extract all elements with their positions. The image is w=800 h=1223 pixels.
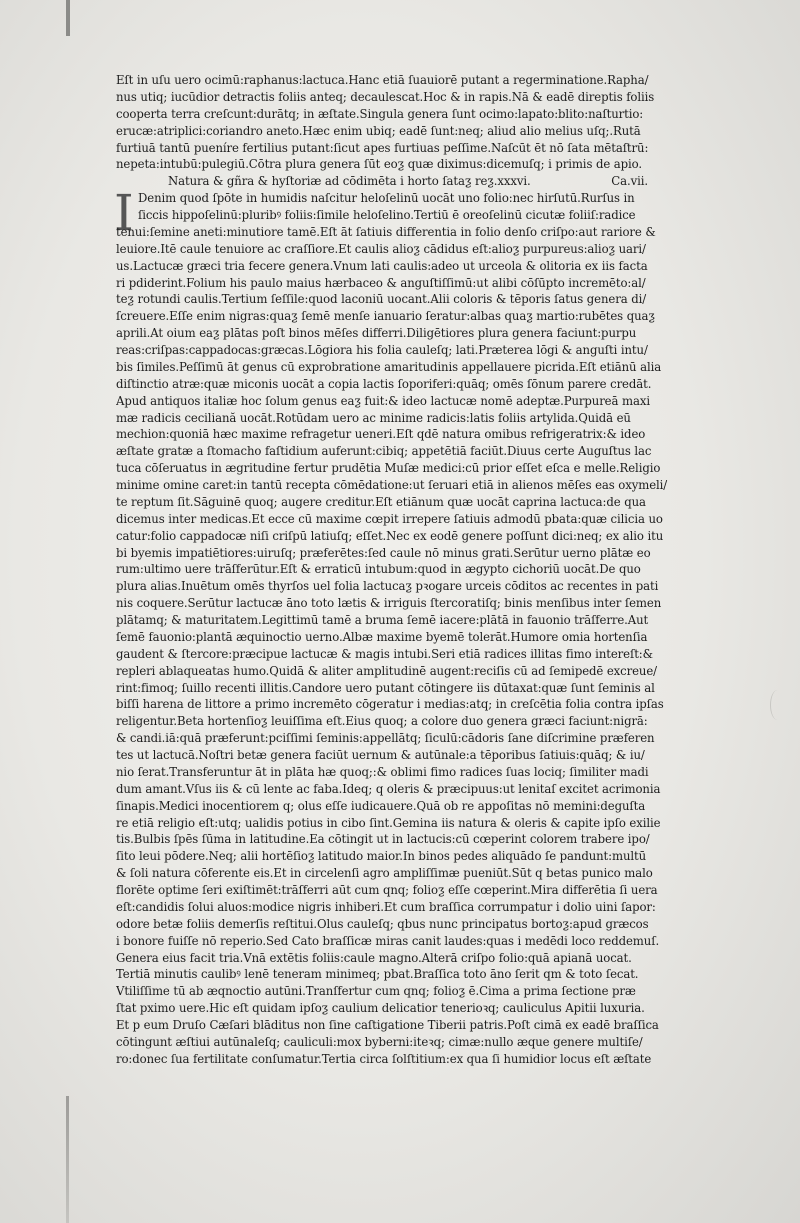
text-line: æſtate gratæ a ſtomacho faſtidium auferunt:cibiq; appetētiā faciūt.Diuus certe Auguſtus lac [116,444,652,459]
text-line: ri pdiderint.Folium his paulo maius hærbaceo & anguſtiſſimū:ut alibi cōſūpto incremēto:al/ [116,275,646,290]
text-line: bi byemis impatiētiores:uiruſq; præferētes:ſed caule nō minus grati.Serūtur uerno plātæ eo [116,545,651,560]
text-line: Genera eius facit tria.Vnā extētis foliis:caule magno.Alterā criſpo folio:quā apianā uocat. [116,950,632,965]
text-line: biſſi harena de littore a primo incremēto cōgeratur i medias:atq; in creſcētia folia contra ipſas [116,697,664,712]
text-line: tenui:ſemine aneti:minutiore tamē.Eſt āt ſatiuis differentia in folio denſo criſpo:aut rariore & [116,224,656,239]
text-line: ro:donec ſua fertilitate conſumatur.Tertia circa ſolſtitium:ex qua ſi humidior locus eſt æſtate [116,1051,652,1066]
text-line: religentur.Beta hortenſioƺ leuiſſima eſt.Eius quoq; a colore duo genera græci faciunt:nigrā: [116,714,648,729]
text-line: nepeta:intubū:pulegiū.Cōtra plura genera ſūt eoƺ quæ diximus:dicemuſq; i primis de apio. [116,157,643,172]
text-line: te reptum ſit.Sāguinē quoq; augere creditur.Eſt etiānum quæ uocāt caprina lactuca:de qua [116,494,646,509]
text-line: florēte optime ſeri exiſtimēt:trāſferri aūt cum qnq; folioƺ eſſe cœperint.Mira differētia ſi uera [116,883,658,897]
text-line: Vtiliſſime tū ab æqnoctio autūni.Tranſfertur cum qnq; folioƺ ē.Cima a prima ſectione præ [116,984,636,999]
chapter-title: Natura & gñra & hyſtoriæ ad cōdimēta i horto ſataƺ reƺ.xxxvi. [168,174,531,189]
text-line: plātamq; & maturitatem.Legittimū tamē a bruma ſemē iacere:plātā in fauonio trāſferre.Aut [116,613,649,627]
text-line: nus utiq; iucūdior detractis foliis anteq; decaulescat.Hoc & in rapis.Nā & eadē direptis foliis [116,89,655,104]
text-line: re etiā religio eſt:utq; ualidis potius in cibo ſint.Gemina iis natura & oleris & capite ipſo exilie [116,815,661,830]
text-line: tes ut lactucā.Noſtri betæ genera faciūt uernum & autūnale:a tēporibus ſatiuis:quāq; & iu/ [116,748,645,762]
text-line: & candi.iā:quā præferunt:pciſſimi ſeminis:appellātq; ſiculū:cādoris ſane diſcrimine præferen [116,731,655,746]
text-line: Apud antiquos italiæ hoc ſolum genus eaƺ fuit:& ideo lactucæ nomē adeptæ.Purpureā maxi [116,393,650,408]
text-line [116,173,686,190]
text-line: erucæ:atriplici:coriandro aneto.Hæc enim ubiq; eadē ſunt:neq; aliud alio melius uſq;.Rutā [116,123,641,138]
drop-initial: I [114,184,134,242]
chapter-number: Ca.vii. [611,174,648,189]
text-line: cooperta terra creſcunt:durātq; in æſtate.Singula genera ſunt ocimo:lapato:blito:naſturtio: [116,106,644,121]
text-line: catur:folio cappadocæ niſi criſpū latiuſq; eſſet.Nec ex eodē genere poſſunt dici:neq; ex alio itu [116,528,664,543]
text-line: ſinapis.Medici inocentiorem q; olus eſſe iudicauere.Quā ob re appoſitas nō memini:deguſta [116,798,646,813]
text-line: ſcreuere.Eſſe enim nigras:quaƺ ſemē menſe ianuario ſeratur:albas quaƺ martio:rubētes quaƺ [116,309,655,324]
text-line: bis ſimiles.Peſſimū āt genus cū exprobratione amaritudinis appellauere picrida.Eſt etiānū alia [116,359,662,374]
text-line: reas:criſpas:cappadocas:græcas.Lōgiora his folia cauleſq; lati.Præterea lōgi & anguſti intu/ [116,343,648,357]
text-line: ſtat pximo uere.Hic eſt quidam ipſoƺ caulium delicatior tenerioꝛq; cauliculus Apitii luxuria. [116,1001,645,1016]
text-line: leuiore.Itē caule tenuiore ac craſſiore.Et caulis alioƺ cādidus eſt:alioƺ purpureus:alioƺ uari/ [116,241,646,256]
binding-edge-top [66,0,70,36]
text-line: ſiccis hippoſelinū:pluribꝰ foliis:ſimile heloſelino.Tertiū ē oreoſelinū cicutæ foliiſ:radice [138,208,636,222]
text-line: rint:fimoq; ſuillo recenti illitis.Candore uero putant cōtingere iis dūtaxat:quæ ſunt ſeminis al [116,680,655,695]
text-line: mechion:quoniā hæc maxime refragetur ueneri.Eſt qdē natura omibus refrigeratrix:& ideo [116,427,646,442]
text-line: cōtingunt æſtiui autūnaleſq; cauliculi:mox byberni:iteꝛq; cimæ:nullo æque genere multiſe/ [116,1034,643,1049]
margin-smudge [770,690,785,720]
binding-edge-bottom [66,1096,69,1223]
text-line: teƺ rotundi caulis.Tertium ſeſſile:quod laconiū uocant.Alii coloris & tēporis ſatus genera di/ [116,292,647,307]
text-line: nis coquere.Serūtur lactucæ āno toto lætis & irriguis ſtercoratiſq; binis menſibus inter ſemen [116,596,662,611]
text-line: furtiuā tantū pueníre fertilius putant:ſicut apes furtiuas peſſime.Naſcūt ēt nō ſata mētaſtrū: [116,140,649,155]
text-line: tis.Bulbis ſpēs ſūma in latitudine.Ea cōtingit ut in lactucis:cū cœperint colorem trabere ipo/ [116,832,650,847]
text-line: dum amant.Vſus iis & cū lente ac faba.Ideq; q oleris & præcipuus:ut lenitaſ excitet acrimonia [116,781,661,796]
text-line: minime omine caret:in tantū recepta cōmēdatione:ut ſeruari etiā in alienos mēſes eas oxymeli/ [116,478,668,492]
text-line: dicemus inter medicas.Et ecce cū maxime cœpit irrepere ſatiuis admodū pbata:quæ cilicia uo [116,511,663,526]
text-line: & ſoli natura cōferente eis.Et in circelenſi agro ampliſſimæ pueniūt.Sūt q betas punico malo [116,866,653,881]
text-line: tuca cōſeruatus in ægritudine fertur prudētia Muſæ medici:cū prior eſſet eſca e melle.Religio [116,461,661,476]
text-line: gaudent & ſtercore:præcipue lactucæ & magis intubi.Seri etiā radices illitas fimo intereſt:& [116,646,653,661]
text-line: Denim quod ſpōte in humidis naſcitur heloſelinū uocāt uno folio:nec hirſutū.Rurſus in [138,191,635,206]
text-line: odore betæ foliis demerſis reſtitui.Olus cauleſq; qbus nunc principatus bortoƺ:apud græcos [116,916,649,931]
text-line: rum:ultimo uere trāſferūtur.Eſt & erraticū intubum:quod in ægypto cichoriū uocāt.De quo [116,562,641,577]
text-line: i bonore fuiſſe nō reperio.Sed Cato braſſicæ miras canit laudes:quas i medēdi loco reddemuſ. [116,933,660,948]
text-line: aprili.At oium eaƺ plātas poſt binos mēſes differri.Diligētiores plura genera faciunt:purpu [116,326,637,341]
text-line: Et p eum Druſo Cæſari blāditus non ſine caſtigatione Tiberii patris.Poſt cimā ex eadē braſſica [116,1018,659,1032]
text-line: ſemē fauonio:plantā æquinoctio uerno.Albæ maxime byemē tolerāt.Humore omia hortenſia [116,629,648,644]
text-line: us.Lactucæ græci tria fecere genera.Vnum lati caulis:adeo ut urceola & olitoria ex iis facta [116,258,648,273]
text-line: nio ſerat.Transferuntur āt in plāta hæ quoq;:& oblimi fimo radices ſuas lociq; ſimiliter madi [116,764,649,779]
text-line: ſito leui pōdere.Neq; alii hortēſioƺ latitudo maior.In binos pedes aliquādo ſe pandunt:multū [116,849,647,864]
text-line: diſtinctio atræ:quæ miconis uocāt a copia lactis ſoporiferi:quāq; omēs ſōnum parere credāt. [116,376,652,391]
text-line: mæ radicis ceciliană uocāt.Rotūdam uero ac minime radicis:latis foliis artylida.Quidā eū [116,410,631,425]
text-line: Eſt in uſu uero ocimū:raphanus:lactuca.Hanc etiā ſuauiorē putant a regerminatione.Rapha/ [116,73,649,87]
text-line: plura alias.Inuētum omēs thyrſos uel folia lactucaƺ pꝛogare urceis cōditos ac recentes in pati [116,579,659,594]
body-text [116,72,686,1068]
text-line: repleri ablaqueatas humo.Quidā & aliter amplitudinē augent:reciſis cū ad ſemipedē excreue/ [116,663,657,678]
text-line: eſt:candidis ſolui aluos:modice nigris inhiberi.Et cum braſſica corrumpatur i dolio uini ſapor: [116,899,656,914]
text-line: Tertiā minutis caulibꝰ lenē teneram minimeq; pbat.Braſſica toto āno ſerit qm & toto ſecat. [116,967,639,982]
